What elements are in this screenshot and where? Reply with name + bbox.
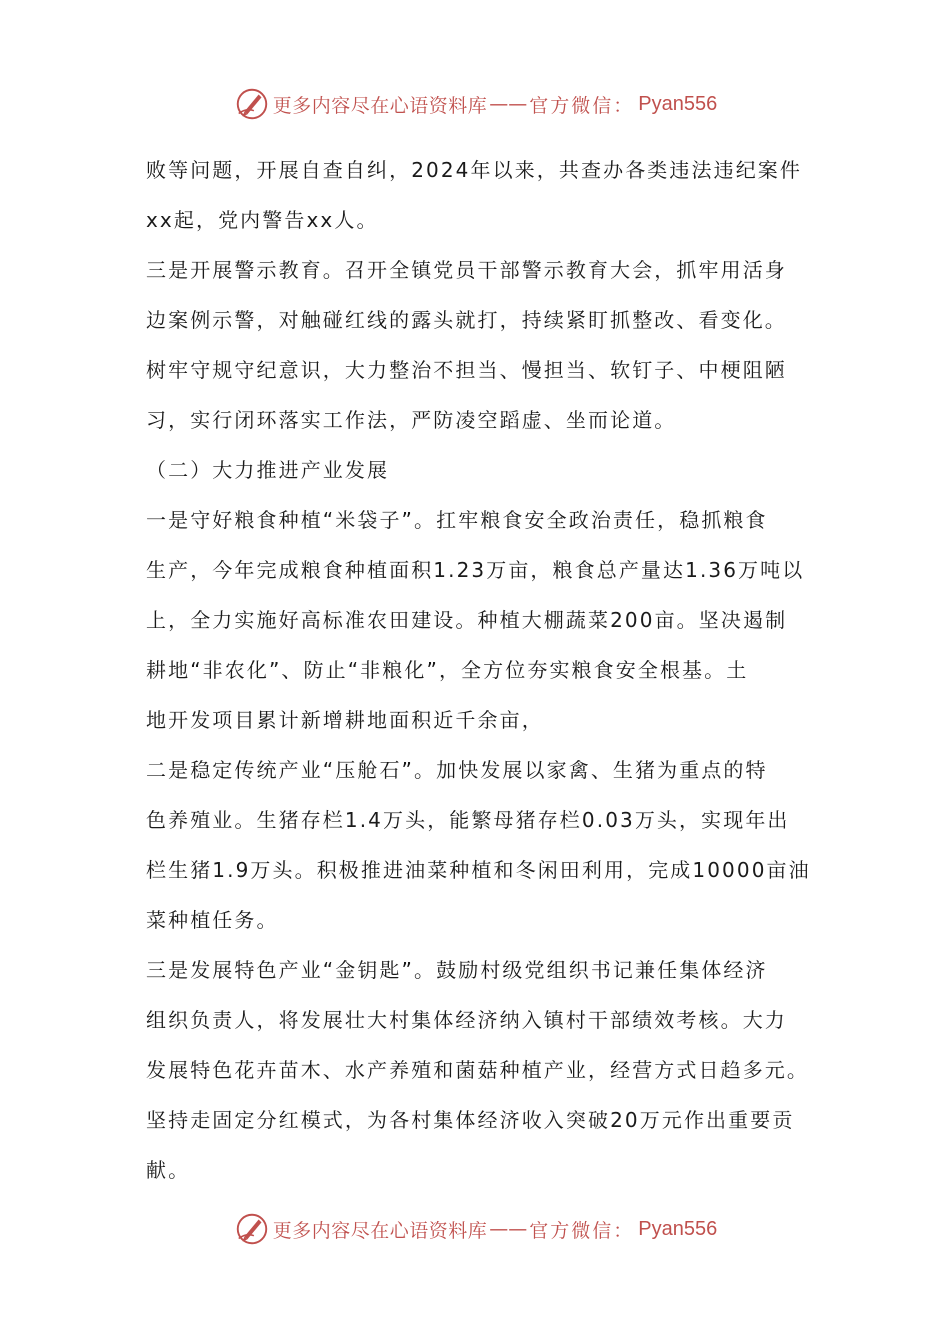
text-line: 树牢守规守纪意识，大力整治不担当、慢担当、软钉子、中梗阻陋	[146, 358, 787, 382]
watermark-separator: ——	[489, 1218, 528, 1240]
watermark-separator: ——	[489, 93, 528, 115]
text-line: 二是稳定传统产业“压舱石”。加快发展以家禽、生猪为重点的特	[146, 758, 768, 782]
watermark-label: 官方微信：	[529, 1219, 635, 1242]
text-line: 发展特色花卉苗木、水产养殖和菌菇种植产业，经营方式日趋多元。	[146, 1058, 809, 1082]
text-line: 三是开展警示教育。召开全镇党员干部警示教育大会，抓牢用活身	[146, 258, 787, 282]
header-watermark	[0, 84, 950, 124]
footer-watermark	[0, 1209, 950, 1249]
text-line: 败等问题，开展自查自纠，2024年以来，共查办各类违法违纪案件	[146, 158, 802, 182]
text-line: 献。	[146, 1158, 191, 1182]
text-line: 坚持走固定分红模式，为各村集体经济收入突破20万元作出重要贡	[146, 1108, 795, 1132]
watermark-text: 更多内容尽在心语资料库	[272, 94, 488, 117]
watermark-id: Pyan556	[638, 92, 718, 115]
watermark-label: 官方微信：	[529, 94, 635, 117]
text-line: 栏生猪1.9万头。积极推进油菜种植和冬闲田利用，完成10000亩油	[146, 858, 811, 882]
pen-logo-icon	[233, 1210, 271, 1248]
text-line: 三是发展特色产业“金钥匙”。鼓励村级党组织书记兼任集体经济	[146, 958, 768, 982]
pen-logo-icon	[233, 85, 271, 123]
text-line: 组织负责人，将发展壮大村集体经济纳入镇村干部绩效考核。大力	[146, 1008, 787, 1032]
text-line: 一是守好粮食种植“米袋子”。扛牢粮食安全政治责任，稳抓粮食	[146, 508, 768, 532]
section-heading: （二）大力推进产业发展	[146, 458, 390, 482]
text-line: 生产，今年完成粮食种植面积1.23万亩，粮食总产量达1.36万吨以	[146, 558, 805, 582]
document-body	[146, 145, 826, 1195]
text-line: 色养殖业。生猪存栏1.4万头，能繁母猪存栏0.03万头，实现年出	[146, 808, 790, 832]
text-line: 菜种植任务。	[146, 908, 279, 932]
text-line: 边案例示警，对触碰红线的露头就打，持续紧盯抓整改、看变化。	[146, 308, 787, 332]
watermark-id: Pyan556	[638, 1217, 718, 1240]
text-line: xx起，党内警告xx人。	[146, 208, 379, 232]
text-line: 上，全力实施好高标准农田建设。种植大棚蔬菜200亩。坚决遏制	[146, 608, 788, 632]
text-line: 地开发项目累计新增耕地面积近千余亩，	[146, 708, 544, 732]
watermark-text: 更多内容尽在心语资料库	[272, 1219, 488, 1242]
text-line: 习，实行闭环落实工作法，严防凌空蹈虚、坐而论道。	[146, 408, 677, 432]
text-line: 耕地“非农化”、防止“非粮化”，全方位夯实粮食安全根基。土	[146, 658, 749, 682]
